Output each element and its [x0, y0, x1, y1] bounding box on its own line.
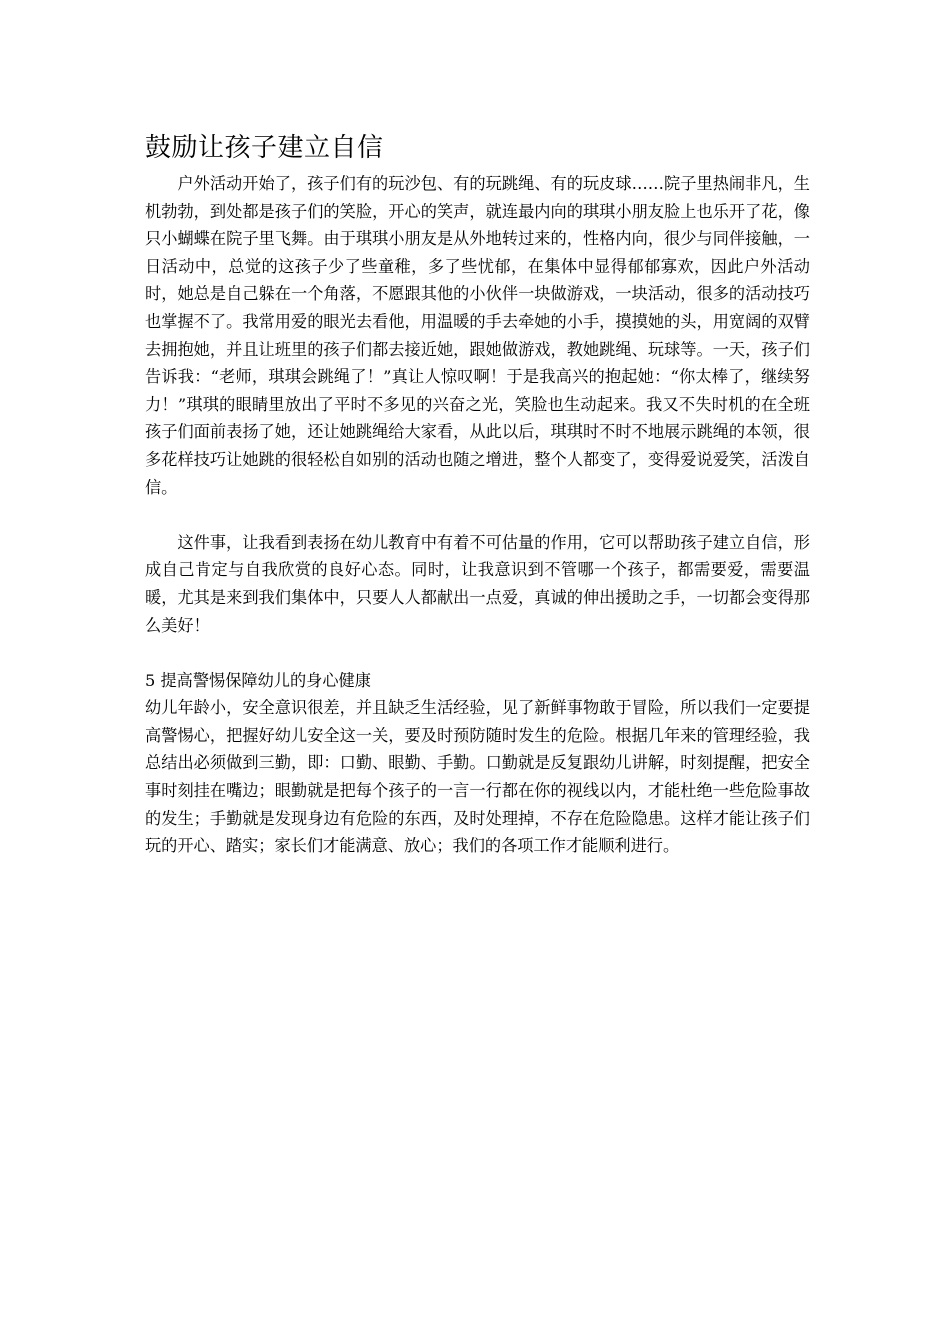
paragraph-spacer: [145, 501, 810, 529]
paragraph-story: 户外活动开始了，孩子们有的玩沙包、有的玩跳绳、有的玩皮球……院子里热闹非凡，生机勃勃，到处都是孩子们的笑脸，开心的笑声，就连最内向的琪琪小朋友脸上也乐开了花，像只小蝴蝶在院子里飞舞。由于琪琪小朋友是从外地转过来的，性格内向，很少与同伴接触，一日活动中，总觉的这孩子少了些童稚，多了些忧郁，在集体中显得郁郁寡欢，因此户外活动时，她总是自己躲在一个角落，不愿跟其他的小伙伴一块做游戏，一块活动，很多的活动技巧也掌握不了。我常用爱的眼光去看他，用温暖的手去牵她的小手，摸摸她的头，用宽阔的双臂去拥抱她，并且让班里的孩子们都去接近她，跟她做游戏，教她跳绳、玩球等。一天，孩子们告诉我：“老师，琪琪会跳绳了！”真让人惊叹啊！于是我高兴的抱起她：“你太棒了，继续努力！”琪琪的眼睛里放出了平时不多见的兴奋之光，笑脸也生动起来。我又不失时机的在全班孩子们面前表扬了她，还让她跳绳给大家看，从此以后，琪琪时不时不地展示跳绳的本领，很多花样技巧让她跳的很轻松自如别的活动也随之增进，整个人都变了，变得爱说爱笑，活泼自信。: [145, 174, 810, 497]
document-body: [145, 128, 810, 860]
document-title: 鼓励让孩子建立自信: [145, 133, 384, 163]
paragraph-safety: 幼儿年龄小，安全意识很差，并且缺乏生活经验，见了新鲜事物敢于冒险，所以我们一定要提高警惕心，把握好幼儿安全这一关，要及时预防随时发生的危险。根据几年来的管理经验，我总结出必须做到三勤，即：口勤、眼勤、手勤。口勤就是反复跟幼儿讲解，时刻提醒，把安全事时刻挂在嘴边；眼勤就是把每个孩子的一言一行都在你的视线以内，才能杜绝一些危险事故的发生；手勤就是发现身边有危险的东西，及时处理掉，不存在危险隐患。这样才能让孩子们玩的开心、踏实；家长们才能满意、放心；我们的各项工作才能顺利进行。: [145, 698, 810, 856]
section-heading: 5 提高警惕保障幼儿的身心健康: [145, 670, 371, 690]
paragraph-reflection: 这件事，让我看到表扬在幼儿教育中有着不可估量的作用，它可以帮助孩子建立自信，形成自己肯定与自我欣赏的良好心态。同时，让我意识到不管哪一个孩子，都需要爱，需要温暖，尤其是来到我们集体中，只要人人都献出一点爱，真诚的伸出援助之手，一切都会变得那么美好！: [145, 532, 810, 635]
paragraph-spacer: [145, 639, 810, 667]
